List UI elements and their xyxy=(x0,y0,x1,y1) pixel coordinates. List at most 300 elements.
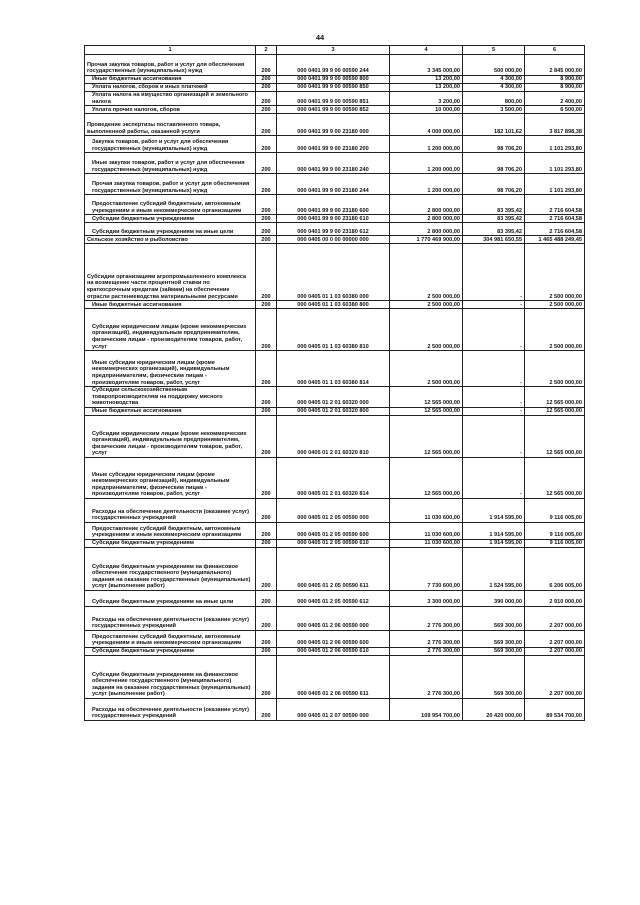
table-row xyxy=(85,590,585,606)
row-remaining-cell xyxy=(525,522,585,539)
row-approved-cell-text: 2 500 000,00 xyxy=(427,379,460,386)
row-executed-cell xyxy=(463,457,525,498)
row-name-cell-text: Иные закупки товаров, работ и услуг для обеспечения государственных (муниципальных) нужд xyxy=(92,160,245,173)
row-executed-cell xyxy=(463,606,525,630)
row-remaining-cell-text: 8 900,00 xyxy=(560,76,582,83)
row-kbk-cell-text: 000 0405 01 2 05 00590 611 xyxy=(297,583,369,590)
table-row xyxy=(85,655,585,698)
row-code-cell xyxy=(256,136,277,153)
row-executed-cell xyxy=(463,136,525,153)
row-name-cell xyxy=(85,301,256,309)
row-executed-cell-text: 83 395,42 xyxy=(497,215,522,222)
row-code-cell-text: 200 xyxy=(261,215,271,222)
row-name-cell xyxy=(85,387,256,408)
row-executed-cell-text: 569 300,00 xyxy=(494,640,522,647)
row-executed-cell xyxy=(463,153,525,174)
table-row xyxy=(85,215,585,223)
row-name-cell xyxy=(85,415,256,457)
row-approved-cell-text: 12 565 000,00 xyxy=(424,450,460,457)
row-kbk-cell xyxy=(277,606,390,630)
row-remaining-cell xyxy=(525,407,585,415)
row-remaining-cell-text: 9 116 005,00 xyxy=(549,532,582,539)
row-approved-cell xyxy=(390,647,463,655)
row-name-cell-text: Субсидии бюджетным учреждениям xyxy=(92,540,194,547)
row-executed-cell-text: - xyxy=(520,400,522,407)
row-remaining-cell-text: 12 565 000,00 xyxy=(546,450,582,457)
row-code-cell-text: 200 xyxy=(261,236,271,243)
row-approved-cell xyxy=(390,174,463,195)
row-remaining-cell xyxy=(525,647,585,655)
row-code-cell xyxy=(256,539,277,547)
row-code-cell xyxy=(256,236,277,244)
row-executed-cell-text: 800,00 xyxy=(504,98,522,105)
row-remaining-cell-text: 12 565 000,00 xyxy=(546,408,582,415)
row-name-cell-text: Субсидии бюджетным учреждениям на иные цели xyxy=(92,228,234,235)
row-executed-cell-text: 390 000,00 xyxy=(494,599,522,606)
row-code-cell-text: 200 xyxy=(261,640,271,647)
row-approved-cell-text: 1 200 000,00 xyxy=(427,145,460,152)
table-row xyxy=(85,106,585,114)
row-name-cell-text: Субсидии бюджетным учреждениям xyxy=(92,215,194,222)
table-row xyxy=(85,498,585,522)
row-code-cell xyxy=(256,92,277,106)
row-code-cell xyxy=(256,698,277,720)
row-name-cell xyxy=(85,106,256,114)
row-name-cell-text: Субсидии бюджетным учреждениям на иные цели xyxy=(92,599,234,606)
row-kbk-cell-text: 000 0405 01 2 01 60320 800 xyxy=(297,408,369,415)
row-executed-cell-text: 3 500,00 xyxy=(500,106,522,113)
table-row xyxy=(85,407,585,415)
row-remaining-cell-text: 6 500,00 xyxy=(560,106,582,113)
row-executed-cell-text: - xyxy=(520,343,522,350)
row-kbk-cell-text: 000 0401 99 9 00 23180 240 xyxy=(297,166,369,173)
row-name-cell xyxy=(85,195,256,215)
table-row xyxy=(85,351,585,387)
row-name-cell-text: Прочая закупка товаров, работ и услуг для обеспечения государственных (муниципальных) нужд xyxy=(92,181,250,194)
table-row xyxy=(85,84,585,92)
row-kbk-cell xyxy=(277,244,390,301)
row-approved-cell-text: 3 300 000,00 xyxy=(427,599,460,606)
table-header-row xyxy=(85,46,585,55)
row-name-cell xyxy=(85,698,256,720)
row-executed-cell xyxy=(463,309,525,351)
row-name-cell xyxy=(85,647,256,655)
row-code-cell-text: 200 xyxy=(261,187,271,194)
row-code-cell-text: 200 xyxy=(261,450,271,457)
row-kbk-cell-text: 000 0405 01 2 01 60320 810 xyxy=(297,450,369,457)
row-remaining-cell-text: 2 716 604,58 xyxy=(549,228,582,235)
row-name-cell xyxy=(85,498,256,522)
row-executed-cell-text: - xyxy=(520,408,522,415)
row-approved-cell xyxy=(390,153,463,174)
row-kbk-cell-text: 000 0405 01 2 05 00590 610 xyxy=(297,540,369,547)
row-executed-cell xyxy=(463,547,525,590)
row-kbk-cell-text: 000 0405 01 2 05 00590 600 xyxy=(297,532,369,539)
row-executed-cell-text: 304 981 650,55 xyxy=(483,236,522,243)
row-approved-cell-text: 12 565 000,00 xyxy=(424,491,460,498)
table-row xyxy=(85,387,585,408)
row-approved-cell-text: 2 800 000,00 xyxy=(427,207,460,214)
row-name-cell-text: Иные бюджетные ассигнования xyxy=(92,301,182,308)
row-kbk-cell-text: 000 0405 01 1 03 60380 810 xyxy=(297,343,369,350)
row-remaining-cell-text: 8 900,00 xyxy=(560,84,582,91)
row-code-cell xyxy=(256,655,277,698)
row-approved-cell xyxy=(390,539,463,547)
row-code-cell-text: 200 xyxy=(261,515,271,522)
row-remaining-cell-text: 2 400,00 xyxy=(560,98,582,105)
row-approved-cell-text: 2 776 300,00 xyxy=(427,691,460,698)
row-name-cell-text: Иные субсидии юридическим лицам (кроме некоммерческих организаций), индивидуальным предпринимателям, физическим лицам - производителям товаров, работ, услуг xyxy=(92,359,230,386)
table-row xyxy=(85,606,585,630)
table-row xyxy=(85,55,585,76)
row-kbk-cell xyxy=(277,387,390,408)
row-remaining-cell-text: 2 716 604,58 xyxy=(549,207,582,214)
row-code-cell xyxy=(256,223,277,236)
row-remaining-cell-text: 2 845 000,00 xyxy=(549,68,582,75)
row-remaining-cell xyxy=(525,590,585,606)
row-kbk-cell-text: 000 0401 99 9 00 23180 600 xyxy=(297,207,369,214)
row-kbk-cell xyxy=(277,547,390,590)
row-name-cell-text: Предоставление субсидий бюджетным, автономным учреждениям и иным некоммерческим организациям xyxy=(92,201,242,214)
row-kbk-cell xyxy=(277,498,390,522)
row-name-cell xyxy=(85,351,256,387)
table-body xyxy=(85,46,585,721)
row-approved-cell-text: 1 770 469 900,00 xyxy=(416,236,460,243)
row-executed-cell-text: 20 420 000,00 xyxy=(486,713,522,720)
row-executed-cell-text: - xyxy=(520,450,522,457)
table-row xyxy=(85,76,585,84)
row-approved-cell xyxy=(390,92,463,106)
row-executed-cell xyxy=(463,498,525,522)
row-remaining-cell-text: 2 207 000,00 xyxy=(549,623,582,630)
row-code-cell-text: 200 xyxy=(261,98,271,105)
row-executed-cell xyxy=(463,244,525,301)
row-approved-cell xyxy=(390,309,463,351)
row-kbk-cell xyxy=(277,457,390,498)
row-code-cell-text: 200 xyxy=(261,145,271,152)
row-remaining-cell xyxy=(525,244,585,301)
row-name-cell xyxy=(85,309,256,351)
row-approved-cell-text: 2 500 000,00 xyxy=(427,343,460,350)
table-row xyxy=(85,244,585,301)
row-kbk-cell-text: 000 0405 01 1 03 60380 800 xyxy=(297,301,369,308)
row-name-cell xyxy=(85,223,256,236)
row-remaining-cell-text: 2 500 000,00 xyxy=(549,301,582,308)
row-kbk-cell-text: 000 0405 01 2 05 00590 612 xyxy=(297,599,369,606)
row-name-cell xyxy=(85,76,256,84)
row-code-cell-text: 200 xyxy=(261,106,271,113)
row-executed-cell xyxy=(463,630,525,647)
row-name-cell-text: Субсидии юридическим лицам (кроме некоммерческих организаций), индивидуальным предпринимателям, физическим лицам - производителям товаров, работ, услуг xyxy=(92,323,247,350)
row-approved-cell-text: 3 345 000,00 xyxy=(427,68,460,75)
row-remaining-cell-text: 2 910 000,00 xyxy=(549,599,582,606)
row-executed-cell xyxy=(463,415,525,457)
row-approved-cell xyxy=(390,498,463,522)
row-name-cell-text: Проведение экспертизы поставленного товара, выполненной работы, оказанной услуги xyxy=(87,122,221,135)
row-name-cell-text: Уплата налогов, сборов и иных платежей xyxy=(92,84,208,91)
row-approved-cell-text: 13 200,00 xyxy=(435,76,460,83)
row-kbk-cell-text: 000 0401 99 9 00 23180 000 xyxy=(297,128,369,135)
table-row xyxy=(85,174,585,195)
row-executed-cell-text: 569 300,00 xyxy=(494,648,522,655)
row-code-cell-text: 200 xyxy=(261,491,271,498)
row-executed-cell-text: 83 395,42 xyxy=(497,207,522,214)
row-name-cell-text: Субсидии бюджетным учреждениям на финансовое обеспечение государственного (муниципального) задания на оказание государственных (муниципальных) услуг (выполнение работ) xyxy=(92,671,251,698)
row-code-cell xyxy=(256,387,277,408)
row-code-cell xyxy=(256,309,277,351)
row-remaining-cell-text: 89 534 700,00 xyxy=(546,713,582,720)
row-kbk-cell-text: 000 0405 01 2 06 00590 000 xyxy=(297,623,369,630)
row-remaining-cell xyxy=(525,415,585,457)
row-remaining-cell-text: 2 207 000,00 xyxy=(549,640,582,647)
row-executed-cell xyxy=(463,236,525,244)
row-approved-cell xyxy=(390,244,463,301)
row-remaining-cell-text: 2 500 000,00 xyxy=(549,293,582,300)
row-executed-cell-text: - xyxy=(520,379,522,386)
row-remaining-cell xyxy=(525,630,585,647)
row-name-cell xyxy=(85,457,256,498)
row-kbk-cell xyxy=(277,539,390,547)
row-kbk-cell-text: 000 0405 01 2 07 00590 000 xyxy=(297,713,369,720)
row-kbk-cell xyxy=(277,647,390,655)
row-kbk-cell-text: 000 0405 00 0 00 00000 000 xyxy=(297,236,369,243)
row-name-cell xyxy=(85,539,256,547)
row-approved-cell-text: 2 776 300,00 xyxy=(427,640,460,647)
row-approved-cell-text: 2 800 000,00 xyxy=(427,228,460,235)
row-approved-cell-text: 109 954 700,00 xyxy=(421,713,460,720)
row-remaining-cell-text: 2 500 000,00 xyxy=(549,343,582,350)
row-remaining-cell xyxy=(525,84,585,92)
row-name-cell-text: Уплата налога на имущество организаций и земельного налога xyxy=(92,92,248,105)
row-kbk-cell-text: 000 0401 99 9 00 00590 852 xyxy=(297,106,369,113)
row-executed-cell xyxy=(463,301,525,309)
row-code-cell xyxy=(256,415,277,457)
row-kbk-cell xyxy=(277,136,390,153)
row-name-cell-text: Расходы на обеспечение деятельности (оказание услуг) государственных учреждений xyxy=(92,706,250,720)
row-executed-cell-text: 1 524 595,00 xyxy=(489,583,522,590)
row-executed-cell xyxy=(463,215,525,223)
row-remaining-cell-text: 3 817 898,38 xyxy=(549,128,582,135)
row-kbk-cell-text: 000 0401 99 9 00 23180 200 xyxy=(297,145,369,152)
row-kbk-cell-text: 000 0401 99 9 00 00590 850 xyxy=(297,84,369,91)
row-remaining-cell-text: 9 116 005,00 xyxy=(549,540,582,547)
row-name-cell xyxy=(85,136,256,153)
table-row xyxy=(85,236,585,244)
row-name-cell xyxy=(85,55,256,76)
row-remaining-cell xyxy=(525,106,585,114)
row-code-cell-text: 200 xyxy=(261,343,271,350)
table-row xyxy=(85,301,585,309)
row-name-cell xyxy=(85,84,256,92)
row-kbk-cell xyxy=(277,174,390,195)
row-remaining-cell xyxy=(525,606,585,630)
row-executed-cell-text: 1 914 595,00 xyxy=(489,515,522,522)
row-name-cell-text: Предоставление субсидий бюджетным, автономным учреждениям и иным некоммерческим организациям xyxy=(92,525,242,539)
row-remaining-cell xyxy=(525,387,585,408)
row-remaining-cell-text: 12 565 000,00 xyxy=(546,491,582,498)
row-code-cell-text: 200 xyxy=(261,599,271,606)
row-code-cell xyxy=(256,55,277,76)
row-code-cell xyxy=(256,351,277,387)
row-code-cell xyxy=(256,407,277,415)
row-executed-cell-text: 1 914 595,00 xyxy=(489,532,522,539)
row-kbk-cell xyxy=(277,55,390,76)
row-approved-cell-text: 2 500 000,00 xyxy=(427,301,460,308)
row-remaining-cell-text: 2 207 000,00 xyxy=(549,691,582,698)
row-executed-cell xyxy=(463,539,525,547)
row-kbk-cell-text: 000 0401 99 9 00 00590 244 xyxy=(297,68,369,75)
row-kbk-cell xyxy=(277,415,390,457)
row-code-cell-text: 200 xyxy=(261,623,271,630)
header-cell-4: 4 xyxy=(390,46,463,55)
row-kbk-cell-text: 000 0405 01 2 01 60320 000 xyxy=(297,400,369,407)
row-code-cell xyxy=(256,114,277,136)
table-row xyxy=(85,223,585,236)
row-kbk-cell xyxy=(277,655,390,698)
row-code-cell-text: 200 xyxy=(261,532,271,539)
header-cell-1: 1 xyxy=(85,46,256,55)
row-remaining-cell xyxy=(525,301,585,309)
row-approved-cell xyxy=(390,387,463,408)
row-remaining-cell xyxy=(525,655,585,698)
row-kbk-cell xyxy=(277,106,390,114)
row-kbk-cell-text: 000 0405 01 1 03 60380 814 xyxy=(297,379,369,386)
row-code-cell xyxy=(256,195,277,215)
row-name-cell-text: Иные бюджетные ассигнования xyxy=(92,76,182,83)
table-row xyxy=(85,114,585,136)
row-kbk-cell-text: 000 0405 01 1 03 60380 000 xyxy=(297,293,369,300)
row-approved-cell xyxy=(390,415,463,457)
header-cell-6: 6 xyxy=(525,46,585,55)
row-code-cell-text: 200 xyxy=(261,293,271,300)
row-name-cell xyxy=(85,236,256,244)
row-executed-cell xyxy=(463,84,525,92)
row-kbk-cell-text: 000 0401 99 9 00 23180 610 xyxy=(297,215,369,222)
row-approved-cell xyxy=(390,114,463,136)
row-remaining-cell xyxy=(525,55,585,76)
row-code-cell xyxy=(256,647,277,655)
row-name-cell-text: Субсидии юридическим лицам (кроме некоммерческих организаций), индивидуальным предпринимателям, физическим лицам - производителям товаров, работ, услуг xyxy=(92,430,247,457)
row-code-cell xyxy=(256,630,277,647)
row-executed-cell xyxy=(463,76,525,84)
table-row xyxy=(85,415,585,457)
row-name-cell xyxy=(85,174,256,195)
row-approved-cell xyxy=(390,215,463,223)
row-executed-cell xyxy=(463,647,525,655)
row-kbk-cell xyxy=(277,215,390,223)
row-name-cell xyxy=(85,630,256,647)
row-kbk-cell xyxy=(277,522,390,539)
row-approved-cell xyxy=(390,136,463,153)
row-code-cell xyxy=(256,215,277,223)
row-approved-cell-text: 12 565 000,00 xyxy=(424,408,460,415)
row-code-cell-text: 200 xyxy=(261,84,271,91)
row-approved-cell xyxy=(390,236,463,244)
row-code-cell-text: 200 xyxy=(261,540,271,547)
row-approved-cell xyxy=(390,351,463,387)
row-executed-cell xyxy=(463,174,525,195)
row-executed-cell-text: 4 300,00 xyxy=(500,76,522,83)
row-kbk-cell xyxy=(277,114,390,136)
row-executed-cell-text: - xyxy=(520,491,522,498)
table-row xyxy=(85,195,585,215)
row-remaining-cell xyxy=(525,174,585,195)
table-row xyxy=(85,136,585,153)
row-code-cell xyxy=(256,174,277,195)
row-approved-cell xyxy=(390,55,463,76)
row-code-cell-text: 200 xyxy=(261,648,271,655)
row-approved-cell-text: 3 200,00 xyxy=(438,98,460,105)
row-name-cell-text: Субсидии бюджетным учреждениям xyxy=(92,648,194,655)
row-executed-cell xyxy=(463,223,525,236)
row-approved-cell-text: 11 030 600,00 xyxy=(424,540,460,547)
row-approved-cell-text: 2 800 000,00 xyxy=(427,215,460,222)
row-kbk-cell xyxy=(277,84,390,92)
row-kbk-cell-text: 000 0405 01 2 06 00590 610 xyxy=(297,648,369,655)
row-code-cell-text: 200 xyxy=(261,68,271,75)
row-code-cell xyxy=(256,84,277,92)
row-approved-cell xyxy=(390,547,463,590)
row-name-cell-text: Уплата прочих налогов, сборов xyxy=(92,106,180,113)
header-cell-2: 2 xyxy=(256,46,277,55)
row-executed-cell xyxy=(463,351,525,387)
row-executed-cell-text: 4 300,00 xyxy=(500,84,522,91)
row-code-cell-text: 200 xyxy=(261,207,271,214)
row-name-cell xyxy=(85,590,256,606)
row-name-cell xyxy=(85,215,256,223)
row-kbk-cell xyxy=(277,223,390,236)
row-name-cell-text: Расходы на обеспечение деятельности (оказание услуг) государственных учреждений xyxy=(92,616,250,630)
row-code-cell-text: 200 xyxy=(261,379,271,386)
row-executed-cell xyxy=(463,55,525,76)
row-executed-cell xyxy=(463,590,525,606)
row-remaining-cell xyxy=(525,136,585,153)
table-row xyxy=(85,153,585,174)
row-remaining-cell-text: 12 565 000,00 xyxy=(546,400,582,407)
row-kbk-cell xyxy=(277,153,390,174)
row-remaining-cell xyxy=(525,698,585,720)
row-executed-cell-text: - xyxy=(520,301,522,308)
row-kbk-cell xyxy=(277,698,390,720)
row-approved-cell xyxy=(390,195,463,215)
row-remaining-cell-text: 1 101 293,80 xyxy=(549,187,582,194)
row-kbk-cell-text: 000 0401 99 9 00 00590 851 xyxy=(297,98,369,105)
row-approved-cell-text: 10 000,00 xyxy=(435,106,460,113)
row-code-cell xyxy=(256,547,277,590)
row-kbk-cell-text: 000 0405 01 2 01 60320 814 xyxy=(297,491,369,498)
row-approved-cell-text: 2 500 000,00 xyxy=(427,293,460,300)
row-kbk-cell-text: 000 0401 99 9 00 00590 800 xyxy=(297,76,369,83)
table-row xyxy=(85,92,585,106)
row-executed-cell-text: 98 706,20 xyxy=(497,145,522,152)
row-code-cell-text: 200 xyxy=(261,713,271,720)
row-name-cell-text: Расходы на обеспечение деятельности (оказание услуг) государственных учреждений xyxy=(92,508,250,522)
row-name-cell xyxy=(85,522,256,539)
row-approved-cell xyxy=(390,606,463,630)
row-executed-cell xyxy=(463,407,525,415)
row-code-cell xyxy=(256,153,277,174)
row-name-cell-text: Прочая закупка товаров, работ и услуг для обеспечения государственных (муниципальных) нужд xyxy=(87,61,245,75)
row-executed-cell xyxy=(463,698,525,720)
row-code-cell xyxy=(256,106,277,114)
row-executed-cell-text: 98 706,20 xyxy=(497,187,522,194)
row-code-cell-text: 200 xyxy=(261,228,271,235)
row-approved-cell-text: 2 776 300,00 xyxy=(427,623,460,630)
row-name-cell-text: Предоставление субсидий бюджетным, автономным учреждениям и иным некоммерческим организациям xyxy=(92,633,242,647)
row-executed-cell xyxy=(463,522,525,539)
row-remaining-cell xyxy=(525,457,585,498)
row-code-cell-text: 200 xyxy=(261,583,271,590)
